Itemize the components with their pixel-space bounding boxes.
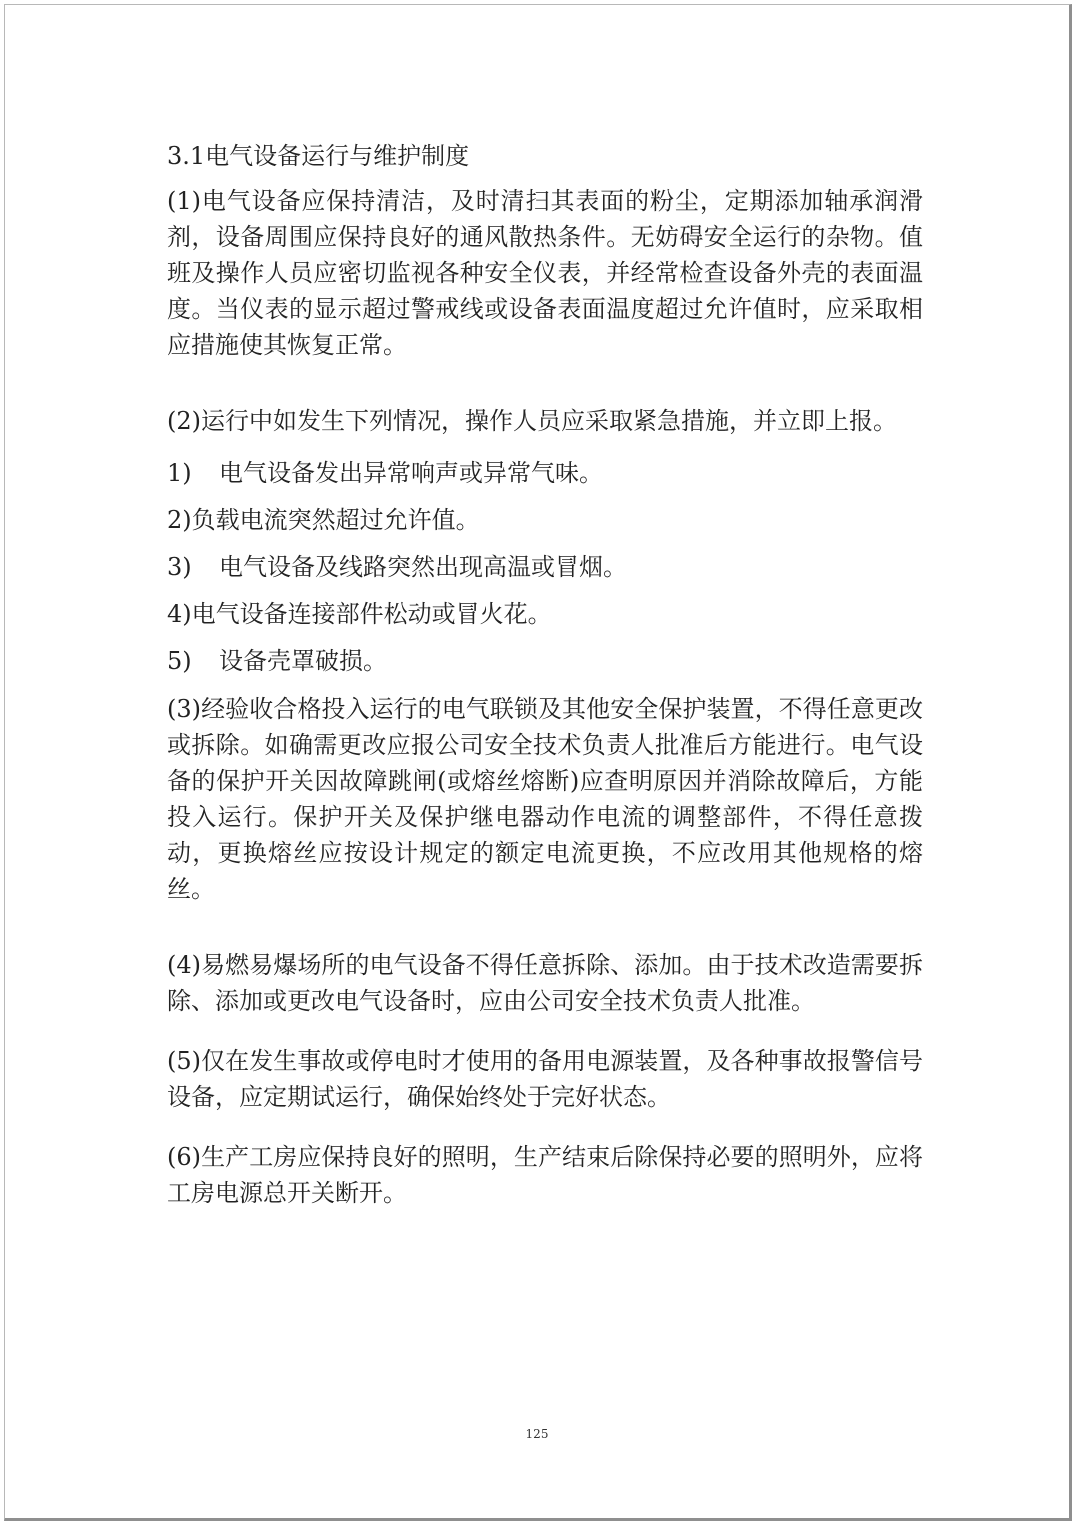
paragraph-3: (3)经验收合格投入运行的电气联锁及其他安全保护装置，不得任意更改或拆除。如确需更改应报公司安全技术负责人批准后方能进行。电气设备的保护开关因故障跳闸(或熔丝熔断)应查明原因并消除故障后，方能投入运行。保护开关及保护继电器动作电流的调整部件，不得任意拨动，更换熔丝应按设计规定的额定电流更换，不应改用其他规格的熔丝。	[167, 695, 923, 903]
list-item-number: 3)	[167, 553, 192, 581]
section-title: 3.1电气设备运行与维护制度	[167, 142, 470, 170]
list-item	[167, 502, 923, 538]
incident-list	[167, 455, 923, 679]
list-item-number: 1)	[167, 459, 192, 487]
list-item-text: 电气设备及线路突然出现高温或冒烟。	[219, 553, 627, 581]
list-item-number: 5)	[167, 647, 192, 675]
paragraph-6: (6)生产工房应保持良好的照明，生产结束后除保持必要的照明外，应将工房电源总开关断开。	[167, 1143, 923, 1207]
document-page	[4, 4, 1072, 1521]
paragraph-4: (4)易燃易爆场所的电气设备不得任意拆除、添加。由于技术改造需要拆除、添加或更改电气设备时，应由公司安全技术负责人批准。	[167, 951, 923, 1015]
list-item-text: 设备壳罩破损。	[219, 647, 387, 675]
list-item-number: 2)	[167, 506, 192, 534]
page-number: 125	[525, 1427, 549, 1441]
page-content	[167, 133, 923, 1211]
list-item	[167, 596, 923, 632]
list-item-text: 负载电流突然超过允许值。	[191, 506, 480, 534]
list-item	[167, 549, 923, 585]
list-item	[167, 643, 923, 679]
paragraph-5: (5)仅在发生事故或停电时才使用的备用电源装置，及各种事故报警信号设备，应定期试运行，确保始终处于完好状态。	[167, 1047, 923, 1111]
list-item-text: 电气设备发出异常响声或异常气味。	[219, 459, 603, 487]
list-item-number: 4)	[167, 600, 192, 628]
list-item-text: 电气设备连接部件松动或冒火花。	[191, 600, 552, 628]
paragraph-1: (1)电气设备应保持清洁，及时清扫其表面的粉尘，定期添加轴承润滑剂，设备周围应保持良好的通风散热条件。无妨碍安全运行的杂物。值班及操作人员应密切监视各种安全仪表，并经常检查设备外壳的表面温度。当仪表的显示超过警戒线或设备表面温度超过允许值时，应采取相应措施使其恢复正常。	[167, 187, 923, 359]
paragraph-2: (2)运行中如发生下列情况，操作人员应采取紧急措施，并立即上报。	[167, 407, 897, 435]
list-item	[167, 455, 923, 491]
